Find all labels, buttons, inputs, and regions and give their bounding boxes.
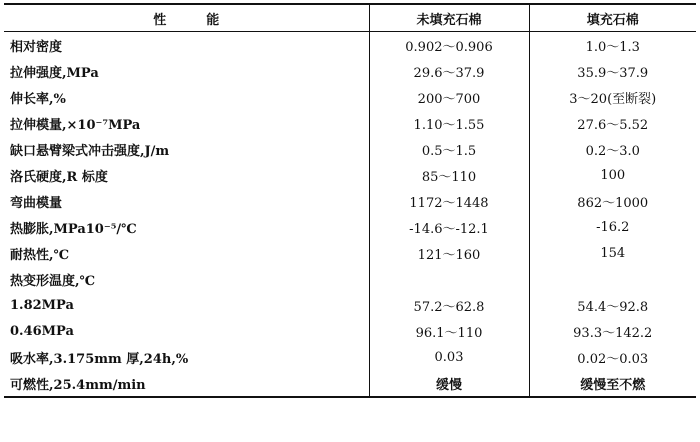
- row-unfilled-value: 200～700: [369, 84, 529, 110]
- row-filled-value: 154: [529, 240, 696, 266]
- header-row: [4, 4, 696, 32]
- row-property: 1.82MPa: [10, 297, 74, 313]
- row-filled-value: 1.0～1.3: [529, 32, 696, 59]
- row-filled-value: 54.4～92.8: [529, 292, 696, 318]
- row-property: 热变形温度,℃: [10, 273, 96, 289]
- row-unfilled-value: 121～160: [369, 240, 529, 266]
- header-unfilled: 未填充石棉: [369, 4, 529, 32]
- row-unfilled-value: 缓慢: [369, 370, 529, 397]
- row-filled-value: 35.9～37.9: [529, 58, 696, 84]
- row-property: 热膨胀,MPa10⁻⁵/℃: [10, 221, 137, 237]
- row-filled-value: 缓慢至不燃: [529, 370, 696, 397]
- table-row: [4, 162, 696, 188]
- row-filled-value: 93.3～142.2: [529, 318, 696, 344]
- table-row: [4, 110, 696, 136]
- row-property: 洛氏硬度,R 标度: [10, 169, 108, 185]
- row-unfilled-value: 85～110: [369, 162, 529, 188]
- row-unfilled-value: -14.6～-12.1: [369, 214, 529, 240]
- row-property: 0.46MPa: [10, 323, 74, 339]
- table-header: [4, 4, 696, 32]
- row-filled-value: 27.6～5.52: [529, 110, 696, 136]
- table-row: [4, 370, 696, 397]
- row-filled-value: 3～20(至断裂): [529, 84, 696, 110]
- row-unfilled-value: 0.5～1.5: [369, 136, 529, 162]
- table-row: [4, 318, 696, 344]
- table-body: [4, 32, 696, 398]
- row-filled-value: 0.02～0.03: [529, 344, 696, 370]
- header-filled: 填充石棉: [529, 4, 696, 32]
- table-row: [4, 32, 696, 59]
- row-unfilled-value: 57.2～62.8: [369, 292, 529, 318]
- row-property: 相对密度: [10, 39, 63, 55]
- row-filled-value: 862～1000: [529, 188, 696, 214]
- table-row: [4, 344, 696, 370]
- row-property: 拉伸模量,×10⁻⁷MPa: [10, 117, 141, 133]
- row-filled-value: -16.2: [529, 214, 696, 240]
- row-filled-value: 100: [529, 162, 696, 188]
- row-unfilled-value: 0.03: [369, 344, 529, 370]
- row-filled-value: 0.2～3.0: [529, 136, 696, 162]
- row-property: 可燃性,25.4mm/min: [4, 370, 369, 397]
- row-unfilled-value: 96.1～110: [369, 318, 529, 344]
- row-filled-value: [529, 266, 696, 292]
- row-property: 弯曲模量: [10, 195, 63, 211]
- properties-table: [4, 3, 696, 398]
- header-property: 性能: [4, 4, 369, 32]
- table-row: [4, 58, 696, 84]
- row-unfilled-value: 1172～1448: [369, 188, 529, 214]
- table-row: [4, 84, 696, 110]
- table-row: [4, 292, 696, 318]
- table-row: [4, 188, 696, 214]
- row-property: 耐热性,℃: [10, 247, 70, 263]
- row-property: 吸水率,3.175mm 厚,24h,%: [10, 351, 189, 367]
- table-row: [4, 240, 696, 266]
- table-row: [4, 136, 696, 162]
- table-row: [4, 214, 696, 240]
- row-unfilled-value: 1.10～1.55: [369, 110, 529, 136]
- row-unfilled-value: 0.902～0.906: [369, 32, 529, 59]
- row-unfilled-value: 29.6～37.9: [369, 58, 529, 84]
- row-property: 拉伸强度,MPa: [10, 65, 99, 81]
- row-property: 伸长率,%: [10, 91, 66, 107]
- row-unfilled-value: [369, 266, 529, 292]
- table-row: [4, 266, 696, 292]
- row-property: 缺口悬臂梁式冲击强度,J/m: [10, 143, 170, 159]
